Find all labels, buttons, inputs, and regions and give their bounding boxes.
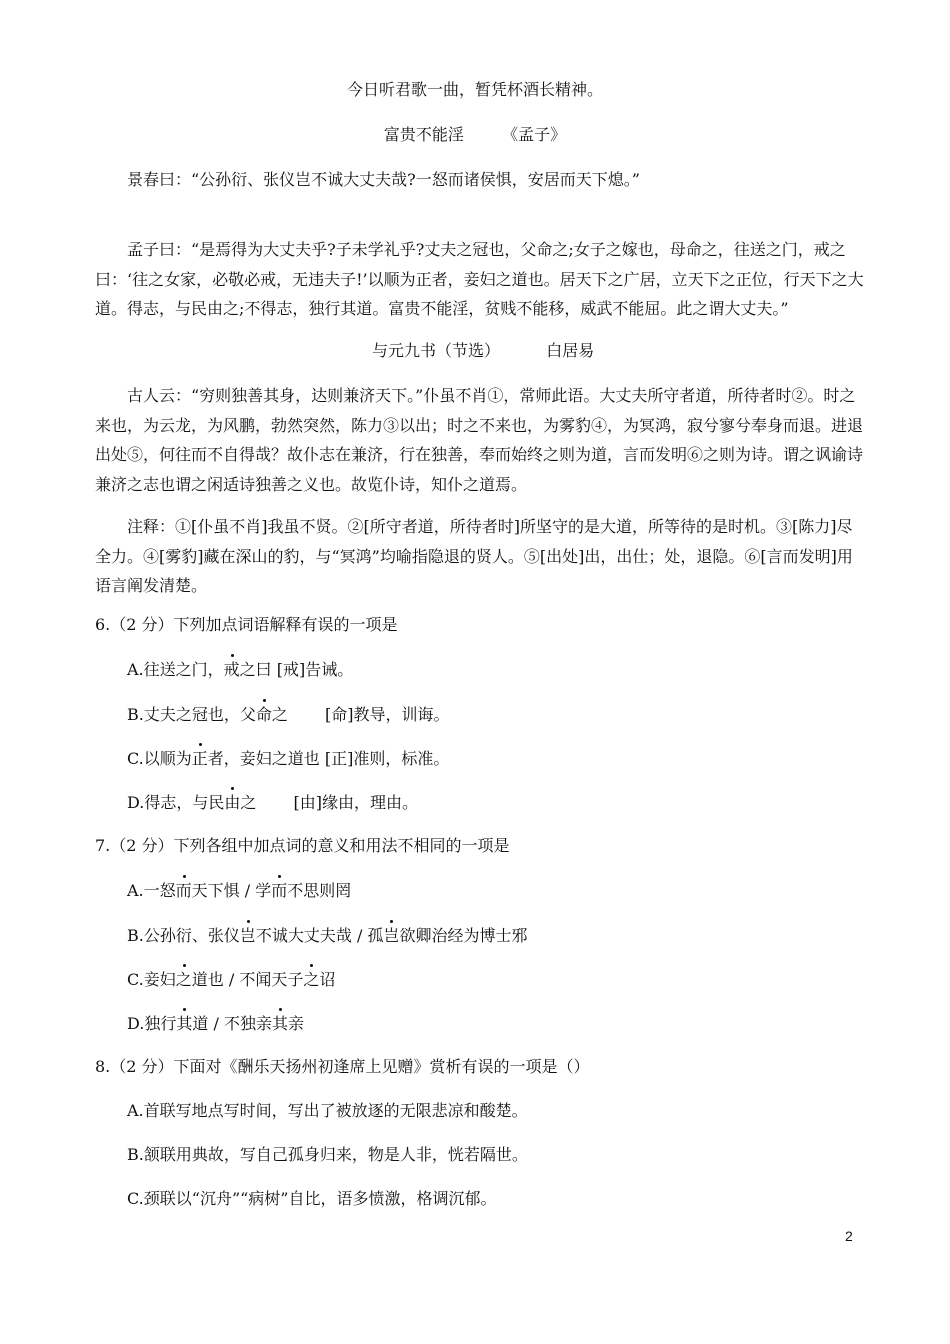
q8-option-a[interactable]: A.首联写地点写时间，写出了被放逐的无限悲凉和酸楚。 bbox=[127, 1101, 528, 1120]
q8-option-c[interactable]: C.颈联以“沉舟”“病树”自比，语多愤激，格调沉郁。 bbox=[127, 1189, 497, 1208]
dotted-char: 戒 bbox=[223, 660, 240, 679]
dotted-char: 岂 bbox=[383, 926, 400, 945]
passage1-heading bbox=[0, 125, 950, 145]
q7-option-b[interactable]: B.公孙衍、张仪岂不诚大丈夫哉 / 孤岂欲卿治经为博士邪 bbox=[127, 926, 528, 945]
q6-option-b[interactable]: B.丈夫之冠也，父命之 [命]教导，训诲。 bbox=[127, 705, 450, 724]
dotted-char: 其 bbox=[176, 1014, 193, 1033]
q7-option-a[interactable]: A.一怒而天下惧 / 学而不思则罔 bbox=[127, 881, 352, 900]
dotted-char: 之 bbox=[175, 970, 192, 989]
passage1-paragraph-1: 景春曰：“公孙衍、张仪岂不诚大丈夫哉?一怒而诸侯惧，安居而天下熄。” bbox=[127, 170, 640, 189]
q7-option-c[interactable]: C.妾妇之道也 / 不闻天子之诏 bbox=[127, 970, 336, 989]
q6-option-a[interactable]: A.往送之门，戒之曰 [戒]告诫。 bbox=[127, 660, 354, 679]
q6-option-c[interactable]: C.以顺为正者，妾妇之道也 [正]准则，标准。 bbox=[127, 749, 450, 768]
passage2-paragraph: 古人云：“穷则独善其身，达则兼济天下。”仆虽不肖①，常师此语。大丈夫所守者道，所待者时②。时之来也，为云龙，为风鹏，勃然突然，陈力③以出；时之不来也，为雾豹④，为冥鸿，寂兮寥兮奉身而退。进退出处⑤，何往而不自得哉？故仆志在兼济，行在独善，奉而始终之则为道，言而发明⑥之则为诗。谓之讽谕诗兼济之志也谓之闲适诗独善之义也。故览仆诗，知仆之道焉。 bbox=[95, 386, 864, 494]
passage1-paragraph-2: 孟子曰：“是焉得为大丈夫乎?子未学礼乎?丈夫之冠也，父命之;女子之嫁也，母命之，往送之门，戒之曰：‘往之女家，必敬必戒，无违夫子!’以顺为正者，妾妇之道也。居天下之广居，立天下之正位，行天下之大道。得志，与民由之;不得志，独行其道。富贵不能淫，贫贱不能移，威武不能屈。此之谓大丈夫。” bbox=[95, 240, 864, 318]
dotted-char: 而 bbox=[271, 881, 288, 900]
q7-option-d[interactable]: D.独行其道 / 不独亲其亲 bbox=[127, 1014, 304, 1033]
dotted-char: 命 bbox=[255, 705, 272, 724]
q6-option-d[interactable]: D.得志，与民由之 [由]缘由，理由。 bbox=[127, 793, 418, 812]
page-number: 2 bbox=[845, 1228, 853, 1244]
dotted-char: 而 bbox=[175, 881, 192, 900]
passage2-heading bbox=[372, 341, 594, 361]
passage2-title: 与元九书（节选） bbox=[372, 341, 501, 360]
passage2-author: 白居易 bbox=[546, 341, 595, 360]
dotted-char: 之 bbox=[303, 970, 320, 989]
dotted-char: 正 bbox=[191, 749, 208, 768]
dotted-char: 由 bbox=[224, 793, 241, 812]
q8-stem: 8.（2 分）下面对《酬乐天扬州初逢席上见赠》赏析有误的一项是（） bbox=[95, 1057, 590, 1076]
poem-line: 今日听君歌一曲，暂凭杯酒长精神。 bbox=[346, 80, 603, 99]
passage1-title: 富贵不能淫 bbox=[383, 125, 464, 144]
q8-option-b[interactable]: B.颔联用典故，写自己孤身归来，物是人非，恍若隔世。 bbox=[127, 1145, 528, 1164]
q7-stem: 7.（2 分）下列各组中加点词的意义和用法不相同的一项是 bbox=[95, 836, 510, 855]
dotted-char: 其 bbox=[271, 1014, 288, 1033]
dotted-char: 岂 bbox=[239, 926, 256, 945]
passage2-notes: 注释：①[仆虽不肖]我虽不贤。②[所守者道，所待者时]所坚守的是大道，所等待的是时机。③[陈力]尽全力。④[雾豹]藏在深山的豹，与“冥鸿”均喻指隐退的贤人。⑤[出处]出，出仕；处，退隐。⑥[言而发明]用语言阐发清楚。 bbox=[95, 517, 853, 595]
passage1-source: 《孟子》 bbox=[502, 125, 567, 144]
q6-stem: 6.（2 分）下列加点词语解释有误的一项是 bbox=[95, 615, 398, 634]
